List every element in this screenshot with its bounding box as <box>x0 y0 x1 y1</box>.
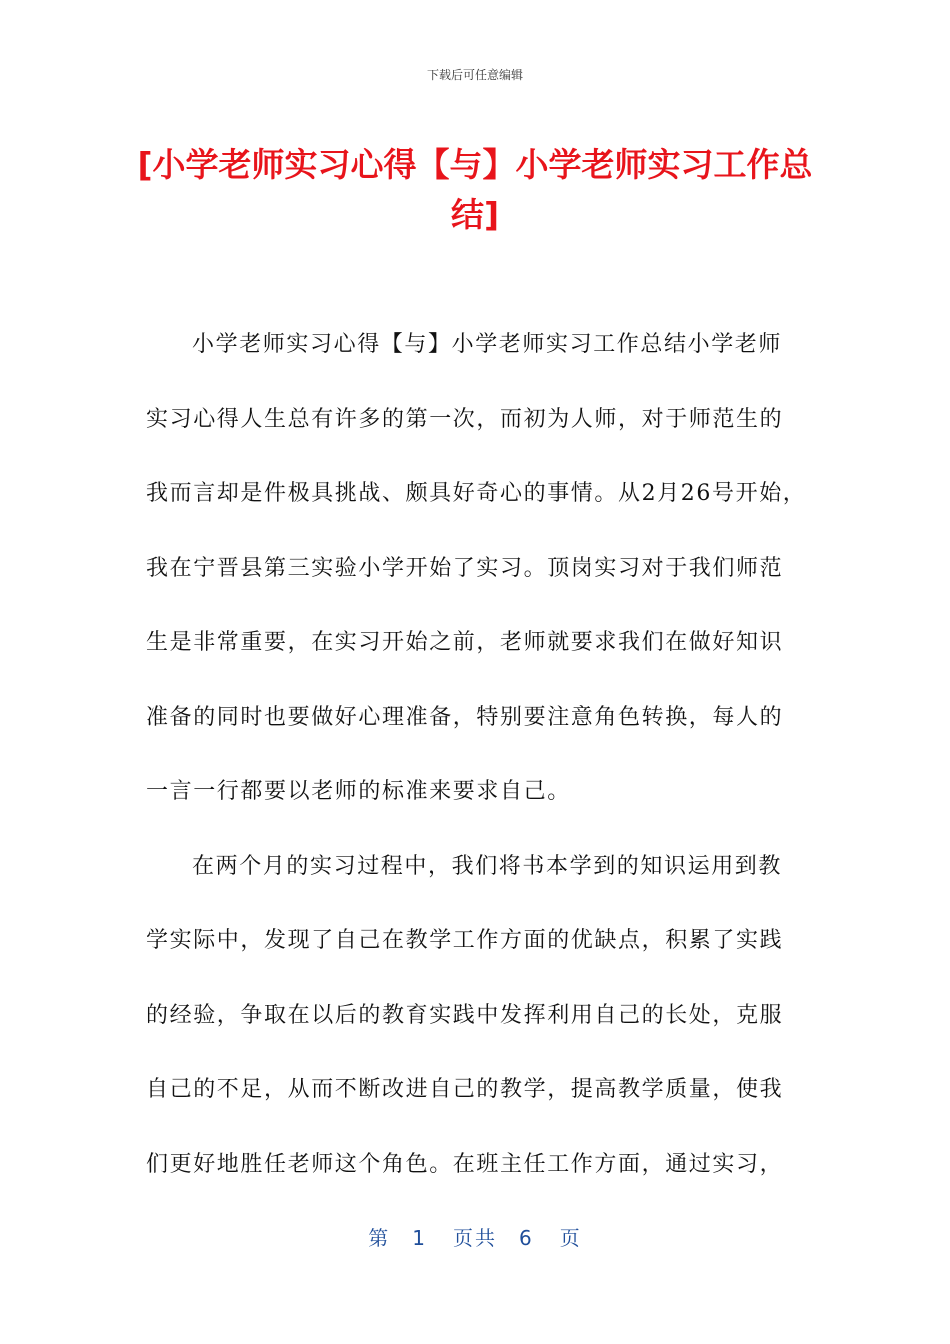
text-line: 实习心得人生总有许多的第一次，而初为人师，对于师范生的 <box>146 406 784 432</box>
text-line: 们更好地胜任老师这个角色。在班主任工作方面，通过实习， <box>146 1151 784 1177</box>
text-line: 一言一行都要以老师的标准来要求自己。 <box>146 779 571 804</box>
text-line: 学实际中，发现了自己在教学工作方面的优缺点，积累了实践 <box>146 928 784 953</box>
footer-suffix: 页 <box>559 1226 582 1250</box>
text-line: 我而言却是件极具挑战、颇具好奇心的事情。从2月26号开始， <box>146 481 807 506</box>
document-body <box>146 320 806 1214</box>
text-line: 自己的不足，从而不断改进自己的教学，提高教学质量，使我 <box>146 1077 784 1102</box>
page-footer <box>0 1222 950 1251</box>
text-line: 我在宁晋县第三实验小学开始了实习。顶岗实习对于我们师范 <box>146 555 784 581</box>
header-note: 下载后可任意编辑 <box>426 68 523 82</box>
text-line: 准备的同时也要做好心理准备，特别要注意角色转换，每人的 <box>146 704 784 730</box>
footer-middle: 页共 <box>453 1226 497 1250</box>
document-title: [小学老师实习心得【与】小学老师实习工作总结] <box>137 145 813 234</box>
text-line: 在两个月的实习过程中，我们将书本学到的知识运用到教 <box>192 853 783 879</box>
text-line: 生是非常重要，在实习开始之前，老师就要求我们在做好知识 <box>146 630 784 655</box>
text-line: 小学老师实习心得【与】小学老师实习工作总结小学老师 <box>192 332 783 357</box>
footer-prefix: 第 <box>368 1226 391 1250</box>
text-line: 的经验，争取在以后的教育实践中发挥利用自己的长处，克服 <box>146 1002 784 1028</box>
paragraph-2 <box>146 842 806 1215</box>
paragraph-1 <box>146 320 806 842</box>
footer-page-number: 1 <box>412 1226 427 1250</box>
footer-total-pages: 6 <box>519 1226 534 1250</box>
